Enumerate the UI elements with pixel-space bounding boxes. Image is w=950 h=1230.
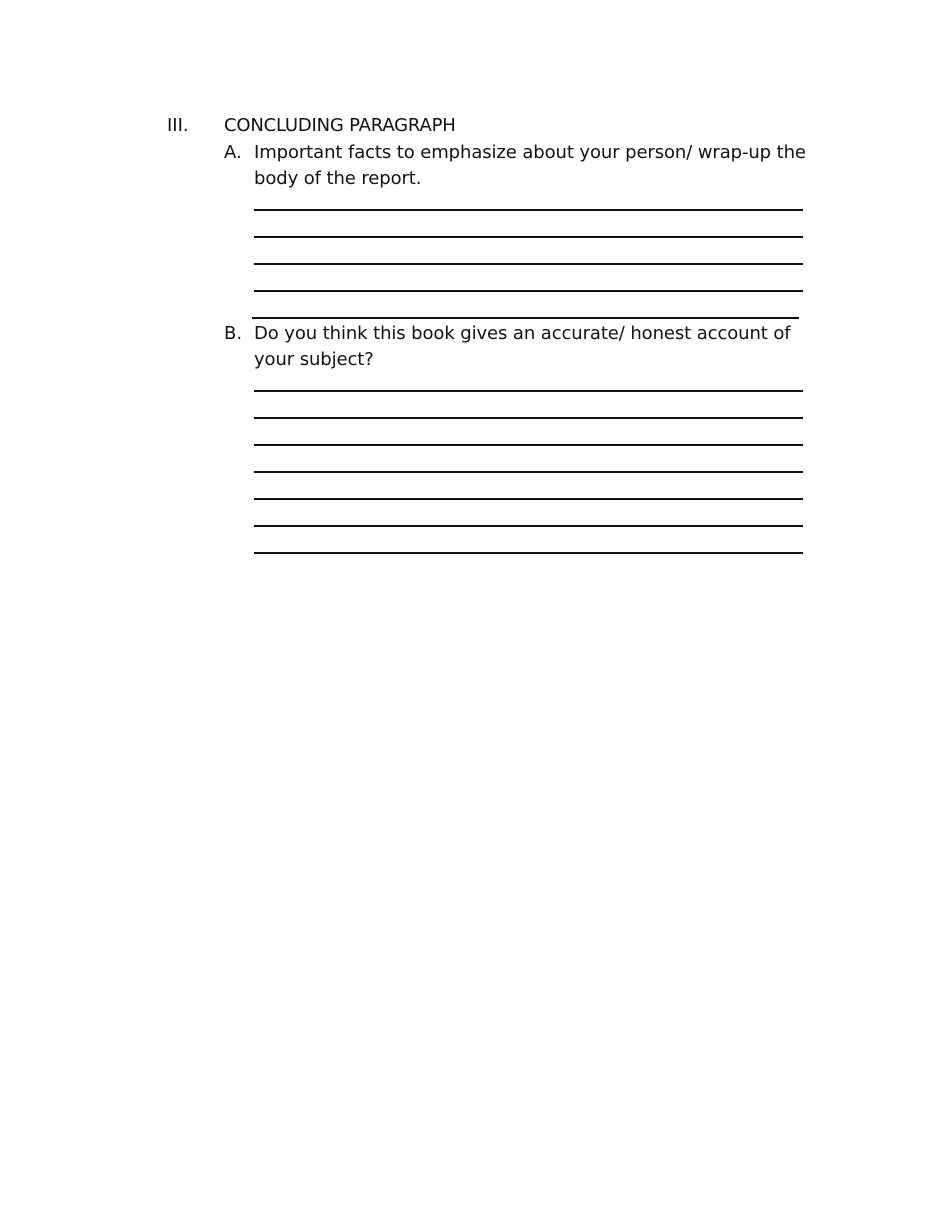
answer-line[interactable] [254,209,803,211]
answer-line[interactable] [254,471,803,473]
answer-line[interactable] [254,390,803,392]
section-title: CONCLUDING PARAGRAPH [224,115,456,136]
answer-lines [254,390,803,579]
answer-line[interactable] [254,552,803,554]
item-question: Do you think this book gives an accurate/ honest account of your subject? [254,323,791,370]
answer-line[interactable] [254,525,803,527]
item-question: Important facts to emphasize about your person/ wrap-up the body of the report. [254,142,806,189]
answer-line[interactable] [254,236,803,238]
answer-line[interactable] [254,290,803,292]
answer-line[interactable] [254,444,803,446]
item-letter: A. [224,142,242,163]
answer-line[interactable] [254,263,803,265]
answer-line[interactable] [254,417,803,419]
answer-line[interactable] [252,317,799,319]
section-numeral: III. [167,115,189,136]
answer-line[interactable] [254,498,803,500]
item-letter: B. [224,323,243,344]
